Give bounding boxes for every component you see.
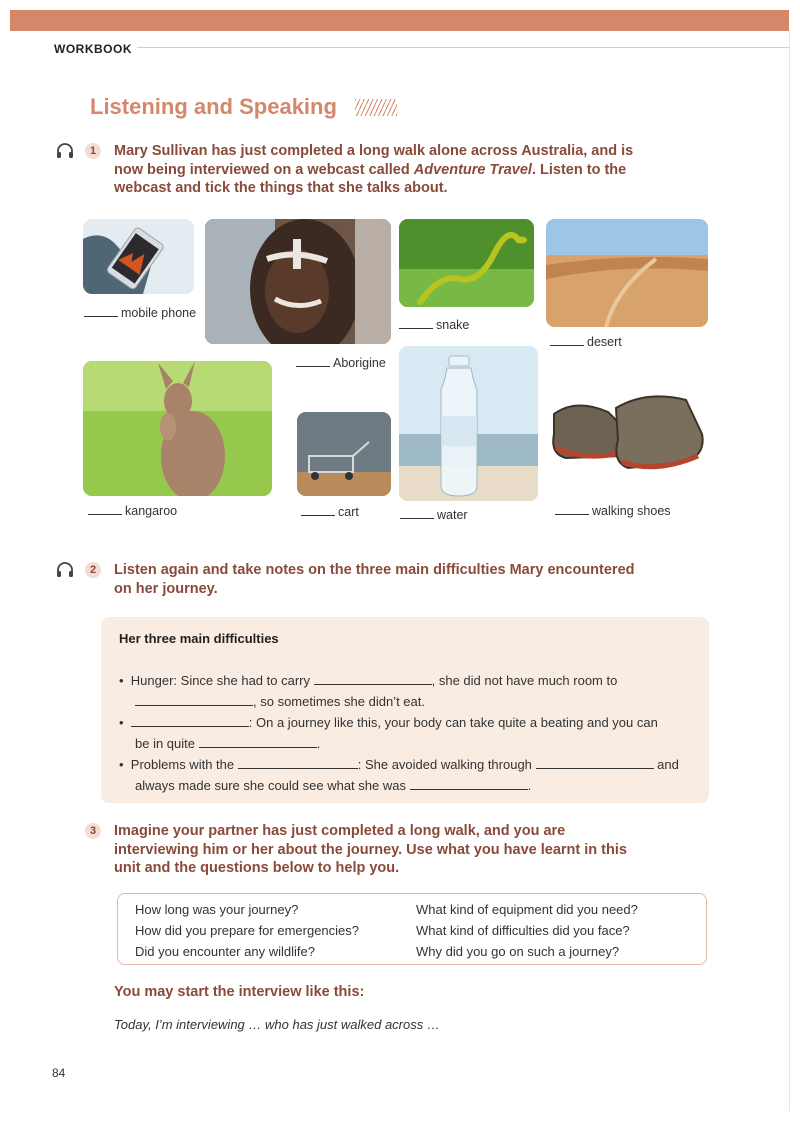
question-item: How long was your journey? (135, 902, 299, 917)
bullet-three-line1: • Problems with the : She avoided walking through and (119, 757, 679, 772)
title-hatch-decoration (355, 99, 397, 116)
header-rule (137, 47, 789, 48)
label-aborigine: Aborigine (296, 356, 386, 370)
page-edge-rule (789, 31, 790, 1111)
question-number-3: 3 (85, 823, 101, 839)
headphones-icon[interactable] (56, 143, 74, 159)
answer-blank[interactable] (555, 504, 589, 515)
question-item: Why did you go on such a journey? (416, 944, 620, 959)
answer-blank[interactable] (399, 318, 433, 329)
notes-box-title: Her three main difficulties (119, 631, 279, 646)
bullet-hunger-line2: , so sometimes she didn’t eat. (135, 694, 425, 709)
headphones-icon[interactable] (56, 562, 74, 578)
label-cart: cart (301, 505, 359, 519)
start-example-line: Today, I’m interviewing … who has just walked across … (114, 1017, 440, 1032)
water-photo (399, 346, 538, 501)
answer-blank[interactable] (199, 736, 317, 748)
cart-photo (297, 412, 391, 496)
answer-blank[interactable] (88, 504, 122, 515)
answer-blank[interactable] (314, 673, 432, 685)
question-item: What kind of equipment did you need? (416, 902, 638, 917)
answer-blank[interactable] (550, 335, 584, 346)
label-walking-shoes: walking shoes (555, 504, 671, 518)
bullet-three-line2: always made sure she could see what she was . (135, 778, 532, 793)
answer-blank[interactable] (296, 356, 330, 367)
question-number-2: 2 (85, 562, 101, 578)
label-snake: snake (399, 318, 469, 332)
answer-blank[interactable] (135, 694, 253, 706)
workbook-label: WORKBOOK (54, 42, 132, 56)
desert-photo (546, 219, 708, 327)
kangaroo-photo (83, 361, 272, 496)
question-item: How did you prepare for emergencies? (135, 923, 360, 938)
question-item: Did you encounter any wildlife? (135, 944, 315, 959)
answer-blank[interactable] (84, 306, 118, 317)
answer-blank[interactable] (410, 778, 528, 790)
label-mobile-phone: mobile phone (84, 306, 196, 320)
label-kangaroo: kangaroo (88, 504, 177, 518)
bullet-hunger-line1: • Hunger: Since she had to carry , she did not have much room to (119, 673, 618, 688)
bullet-two-line2: be in quite . (135, 736, 321, 751)
label-desert: desert (550, 335, 622, 349)
aborigine-photo (205, 219, 391, 344)
answer-blank[interactable] (301, 505, 335, 516)
mobile-phone-photo (83, 219, 194, 294)
top-color-bar (10, 10, 789, 31)
page-number: 84 (52, 1066, 66, 1080)
question-item: What kind of difficulties did you face? (416, 923, 630, 938)
question-2-text: Listen again and take notes on the three main difficulties Mary encountered on her journey. (114, 562, 635, 597)
answer-blank[interactable] (536, 757, 654, 769)
walking-shoes-photo (546, 378, 706, 496)
question-number-1: 1 (85, 143, 101, 159)
question-1-text: Mary Sullivan has just completed a long walk alone across Australia, and is now being interviewed on a webcast called Adventure Travel. Listen to the webcast and tick the things that she talks about. (114, 143, 634, 196)
question-3-text: Imagine your partner has just completed a long walk, and you are interviewing him or her about the journey. Use what you have learnt in this unit and the questions below to help you. (114, 823, 627, 876)
section-title: Listening and Speaking (90, 94, 337, 119)
bullet-two-line1: • : On a journey like this, your body can take quite a beating and you can (119, 715, 658, 730)
label-water: water (400, 508, 468, 522)
answer-blank[interactable] (131, 715, 249, 727)
answer-blank[interactable] (400, 508, 434, 519)
snake-photo (399, 219, 534, 307)
start-heading: You may start the interview like this: (114, 984, 365, 1000)
answer-blank[interactable] (238, 757, 358, 769)
